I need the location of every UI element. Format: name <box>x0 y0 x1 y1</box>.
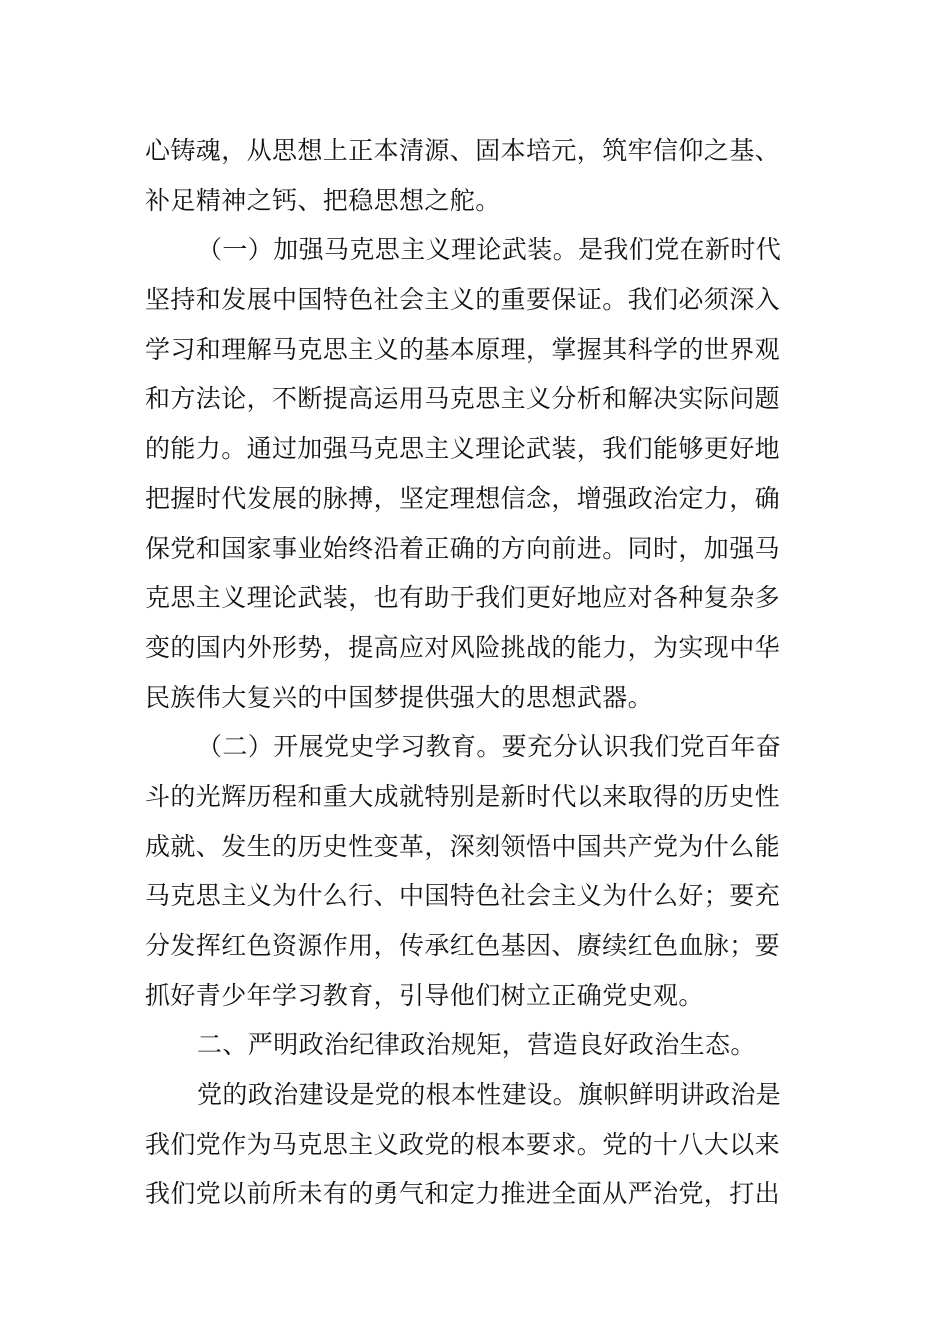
text-line: 民族伟大复兴的中国梦提供强大的思想武器。 <box>145 682 654 712</box>
paragraph-start-line: 党的政治建设是党的根本性建设。旗帜鲜明讲政治是 <box>197 1080 782 1110</box>
text-line: 斗的光辉历程和重大成就特别是新时代以来取得的历史性 <box>145 781 781 811</box>
text-line: 保党和国家事业始终沿着正确的方向前进。同时，加强马 <box>145 533 781 563</box>
text-line: 的能力。通过加强马克思主义理论武装，我们能够更好地 <box>145 434 781 464</box>
text-line: 把握时代发展的脉搏，坚定理想信念，增强政治定力，确 <box>145 483 781 513</box>
text-line: 分发挥红色资源作用，传承红色基因、赓续红色血脉；要 <box>145 931 781 960</box>
text-line: 马克思主义为什么行、中国特色社会主义为什么好；要充 <box>145 881 781 911</box>
body-text <box>145 126 807 1219</box>
text-line: 我们党作为马克思主义政党的根本要求。党的十八大以来 <box>145 1129 781 1159</box>
text-line: 和方法论，不断提高运用马克思主义分析和解决实际问题 <box>145 384 781 414</box>
text-line: 抓好青少年学习教育，引导他们树立正确党史观。 <box>145 980 704 1010</box>
text-line: 我们党以前所未有的勇气和定力推进全面从严治党，打出 <box>145 1179 781 1209</box>
section-heading-line: （二）开展党史学习教育。要充分认识我们党百年奋 <box>197 732 782 762</box>
text-line: 补足精神之钙、把稳思想之舵。 <box>145 185 501 215</box>
text-line: 变的国内外形势，提高应对风险挑战的能力，为实现中华 <box>145 632 781 662</box>
text-line: 成就、发生的历史性变革，深刻领悟中国共产党为什么能 <box>145 831 781 861</box>
section-heading-line: （一）加强马克思主义理论武装。是我们党在新时代 <box>197 235 782 265</box>
text-line: 克思主义理论武装，也有助于我们更好地应对各种复杂多 <box>145 583 781 613</box>
text-line: 学习和理解马克思主义的基本原理，掌握其科学的世界观 <box>145 334 781 364</box>
text-line: 坚持和发展中国特色社会主义的重要保证。我们必须深入 <box>145 285 781 315</box>
section-heading-line: 二、严明政治纪律政治规矩，营造良好政治生态。 <box>197 1030 756 1060</box>
text-line: 心铸魂，从思想上正本清源、固本培元，筑牢信仰之基、 <box>145 136 781 165</box>
